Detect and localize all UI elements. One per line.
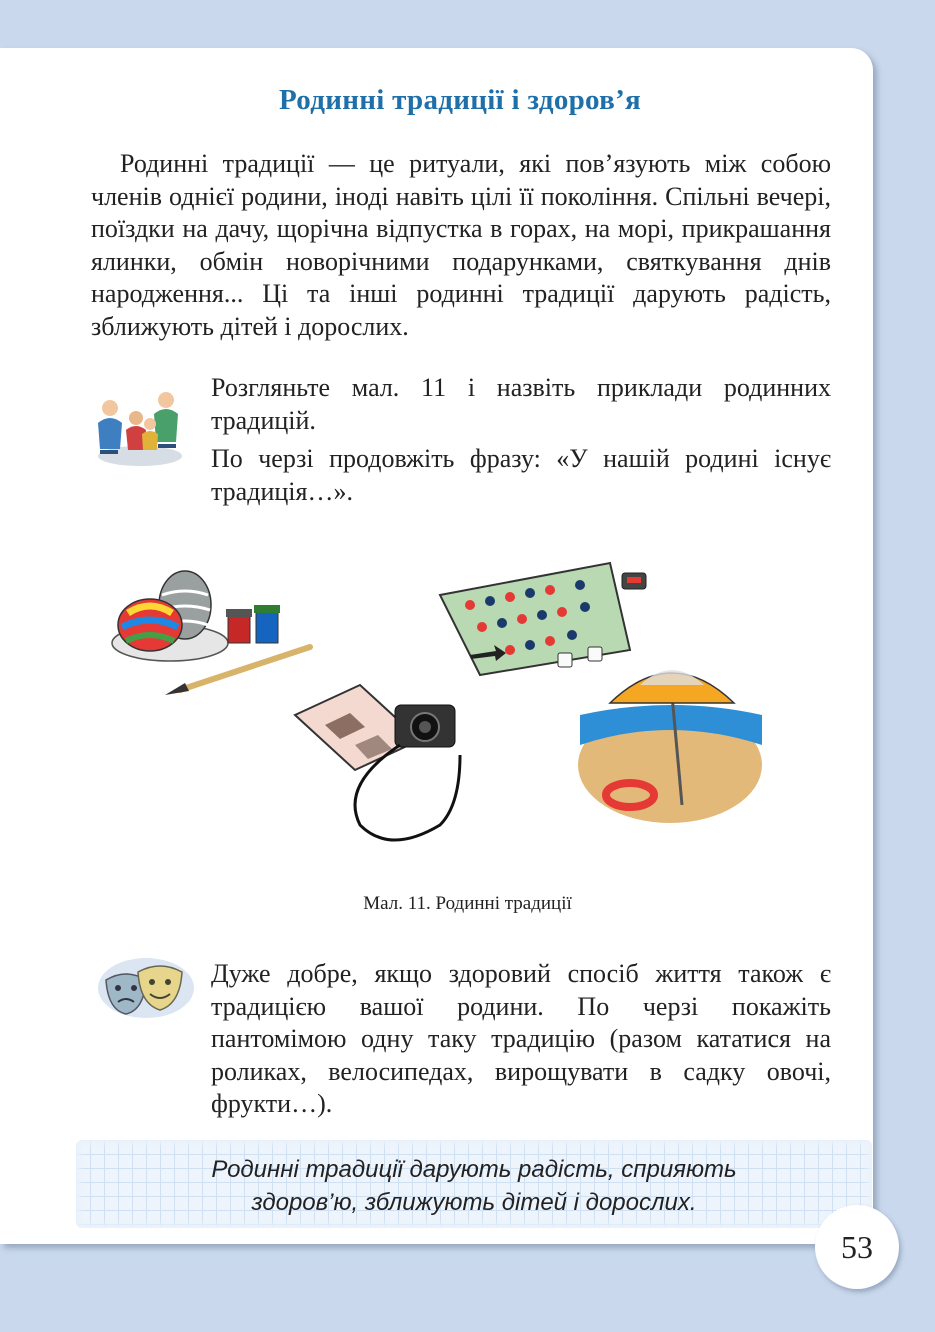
task-2: По черзі продовжіть фразу: «У нашій родині існує традиція…».	[211, 444, 831, 506]
beach-umbrella-icon	[578, 670, 762, 823]
summary-line-1: Родинні традиції дарують радість, сприяють	[211, 1156, 737, 1183]
page-title: Родинні традиції і здоров’я	[278, 84, 642, 116]
task-3: Дуже добре, якщо здоровий спосіб життя також є традицією вашої родини. По черзі покажіть пантомімою одну таку традицію (разом кататися на роликах, велосипедах, вирощувати в садку овочі, фрукти…).	[211, 959, 831, 1118]
intro-paragraph: Родинні традиції — це ритуали, які пов’язують між собою членів однієї родини, іноді навіть цілі її покоління. Спільні вечері, поїздки на дачу, щорічна відпустка в горах, на морі, прикрашання ялинки, обмін новорічними подарунками, святкування днів народження... Ці та інші родинні традиції дарують радість, зближують дітей і дорослих.	[91, 149, 831, 341]
board-game-icon	[440, 563, 646, 675]
summary-line-2: здоров’ю, зближують дітей і дорослих.	[251, 1189, 697, 1216]
task-1: Розгляньте мал. 11 і назвіть приклади родинних традицій.	[211, 373, 831, 435]
paint-jars-icon	[226, 605, 280, 643]
easter-eggs-icon	[112, 571, 228, 661]
family-traditions-illustration	[110, 555, 820, 855]
page-number: 53	[815, 1205, 899, 1289]
summary-text	[76, 1153, 872, 1219]
group-discussion-icon	[88, 378, 188, 478]
theatre-masks-icon	[86, 952, 196, 1032]
figure-caption: Мал. 11. Родинні традиції	[363, 893, 572, 914]
